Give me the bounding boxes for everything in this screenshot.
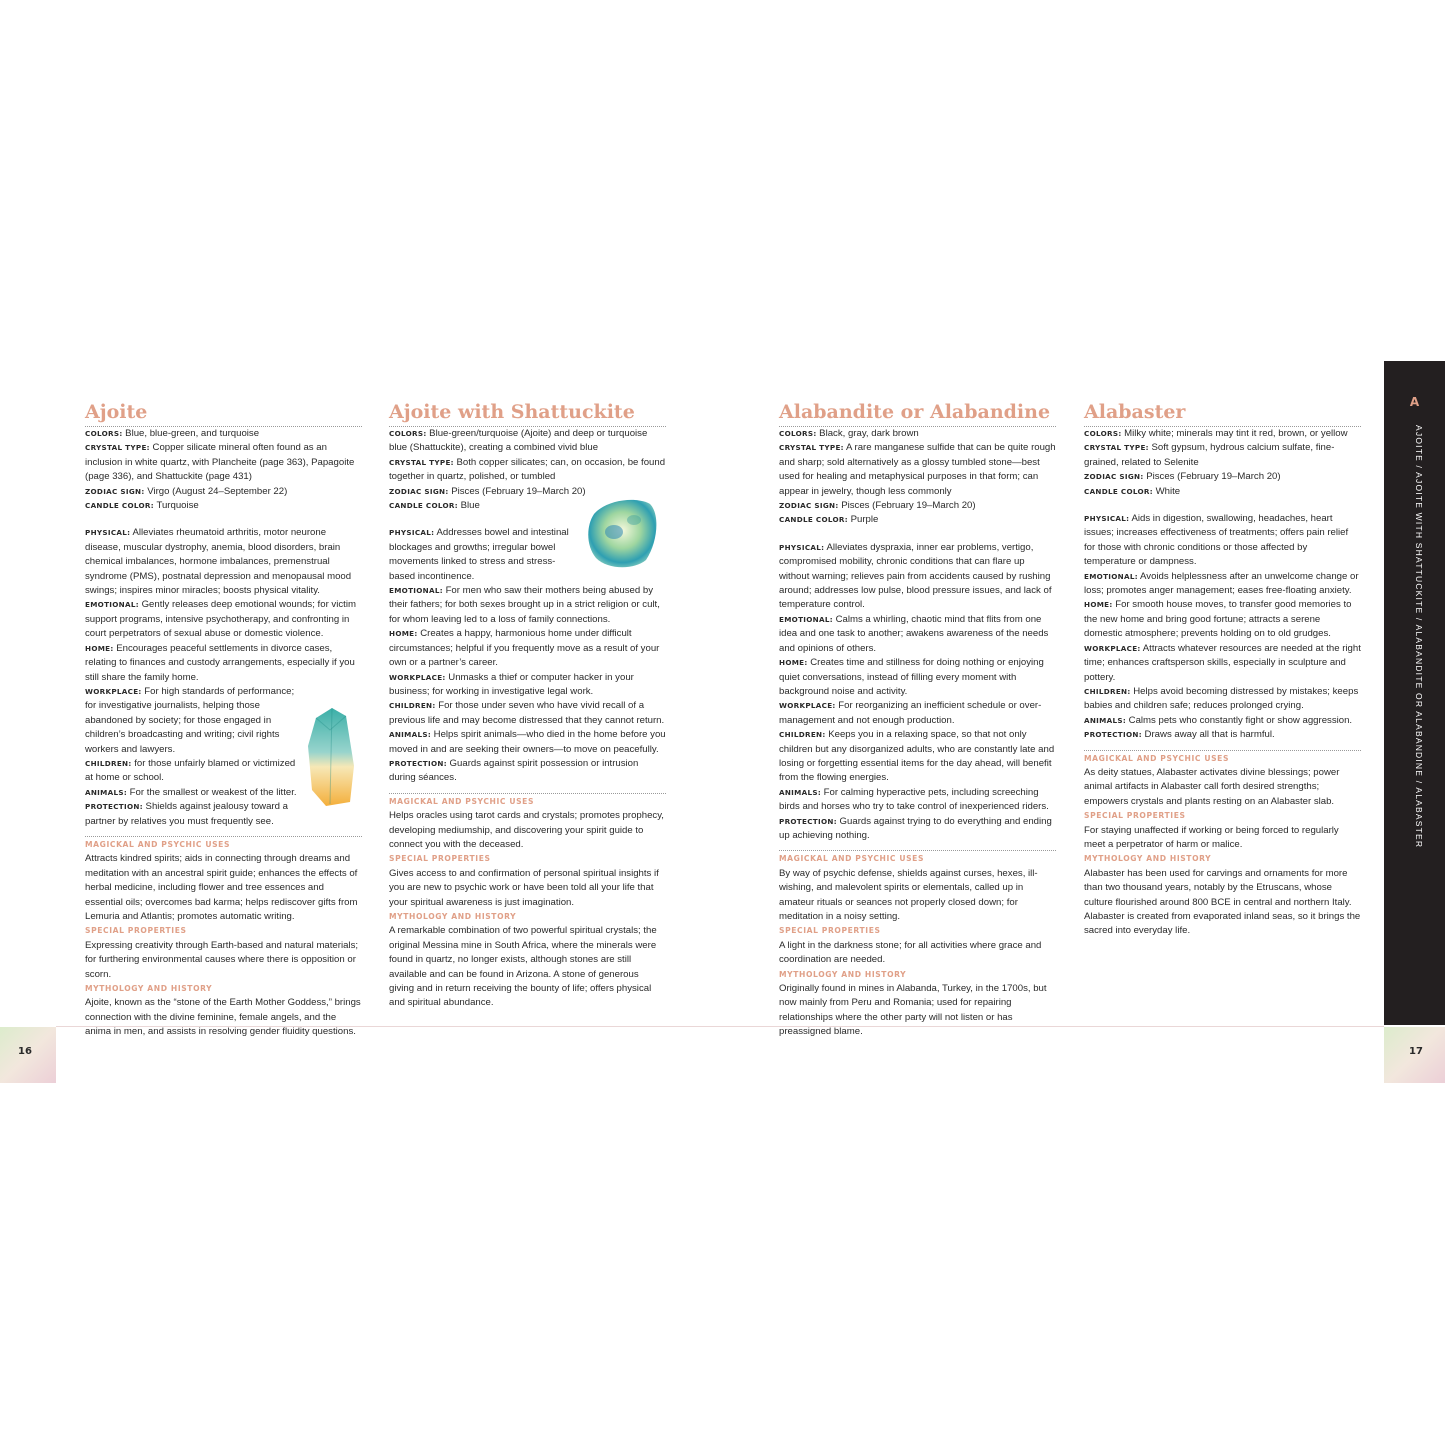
protection-line: PROTECTION: Draws away all that is harmful. — [1084, 729, 1275, 741]
emotional-line: EMOTIONAL: Gently releases deep emotional wounds; for victim support programs, intensive psychotherapy, and confronting in court perpetrators of sexual abuse or domestic violence. — [85, 599, 356, 640]
emotional-line: EMOTIONAL: Avoids helplessness after an unwelcome change or loss; promotes anger management; eases free-floating anxiety. — [1084, 570, 1359, 597]
myth-heading: MYTHOLOGY AND HISTORY — [1084, 854, 1212, 864]
magickal-text: Helps oracles using tarot cards and crystals; promotes prophecy, developing mediumship, and discovering your spirit guide to connect you with the deceased. — [389, 810, 664, 850]
physical-line: PHYSICAL: Alleviates rheumatoid arthritis, motor neurone disease, muscular dystrophy, anemia, blood disorders, brain chemical imbalances, hormone imbalances, premenstrual syndrome (PMS), postnatal depression and menopausal mood swings; inspires minor miracles; boosts physical vitality. — [85, 527, 352, 597]
myth-heading: MYTHOLOGY AND HISTORY — [85, 984, 213, 994]
entry-alabandite — [779, 400, 1056, 1040]
magickal-text: By way of psychic defense, shields against curses, hexes, ill-wishing, and malevolent spirits or elementals, called up in amateur rituals or seances not properly closed down; for meditation in a noisy setting. — [779, 867, 1038, 922]
animals-line: ANIMALS: Calms pets who constantly fight or show aggression. — [1084, 714, 1353, 726]
protection-line: PROTECTION: Guards against trying to do everything and ending up achieving nothing. — [779, 815, 1052, 841]
special-text: Expressing creativity through Earth-based and natural materials; for furthering environmental causes where there is opposition or scorn. — [85, 939, 359, 980]
chapter-sidebar-tab — [1384, 361, 1445, 1025]
section-divider — [779, 850, 1056, 851]
special-heading: SPECIAL PROPERTIES — [389, 854, 491, 864]
candle-line: CANDLE COLOR: Turquoise — [85, 500, 199, 512]
section-divider — [85, 836, 362, 837]
children-line: CHILDREN: Keeps you in a relaxing space, so that not only children but any disorganized adults, who are constantly late and losing or forgetting essential items for the day ahead, will benefit from the flowing energies. — [779, 729, 1055, 784]
magickal-heading: MAGICKAL AND PSYCHIC USES — [779, 854, 925, 864]
children-line: CHILDREN: Helps avoid becoming distressed by mistakes; keeps babies and children safe; reduces prolonged crying. — [1084, 685, 1359, 712]
section-divider — [1084, 750, 1361, 751]
zodiac-line: ZODIAC SIGN: Pisces (February 19–March 20) — [1084, 471, 1281, 483]
zodiac-line: ZODIAC SIGN: Virgo (August 24–September 22) — [85, 485, 288, 497]
entry-title: Alabandite or Alabandine — [779, 400, 1056, 427]
children-line: CHILDREN: for those unfairly blamed or victimized at home or school. — [85, 757, 296, 784]
myth-heading: MYTHOLOGY AND HISTORY — [779, 969, 907, 979]
animals-line: ANIMALS: Helps spirit animals—who died in the home before you moved in and are seeking their owners—to move on peacefully. — [389, 729, 666, 755]
myth-text: Originally found in mines in Alabanda, Turkey, in the 1700s, but now mainly from Peru and Romania; used for repairing relationships where the other party will not listen or has preassigned blame. — [779, 983, 1047, 1038]
physical-line: PHYSICAL: Alleviates dyspraxia, inner ear problems, vertigo, compromised mobility, chronic conditions that can flare up without warning; relieves pain from accidents caused by rushing around; addresses low pulse, blood pressure issues, and lack of temperature control. — [779, 541, 1052, 611]
crystal-type-line: CRYSTAL TYPE: Both copper silicates; can, on occasion, be found together in quartz, polished, or tumbled — [389, 456, 666, 483]
home-line: HOME: Creates a happy, harmonious home under difficult circumstances; helpful if you frequently move as a result of your own or a partner’s career. — [389, 628, 660, 669]
home-line: HOME: Encourages peaceful settlements in divorce cases, relating to finances and custody arrangements, especially if you still share the family home. — [85, 642, 355, 683]
entry-title: Alabaster — [1084, 400, 1361, 427]
entry-ajoite-with-shattuckite — [389, 400, 666, 1011]
magickal-text: As deity statues, Alabaster activates divine blessings; power animal artifacts in Alabaster call forth desired strengths; empowers crystals and plants resting on an Alabaster slab. — [1084, 766, 1340, 807]
children-line: CHILDREN: For those under seven who have vivid recall of a previous life and may become distressed that they cannot return. — [389, 700, 665, 726]
chapter-letter: A — [1409, 395, 1420, 409]
emotional-line: EMOTIONAL: Calms a whirling, chaotic mind that flits from one idea and one task to another; awakens awareness of the needs and opinions of others. — [779, 613, 1049, 654]
protection-line: PROTECTION: Shields against jealousy toward a partner by relatives you must frequently see. — [85, 801, 288, 827]
zodiac-line: ZODIAC SIGN: Pisces (February 19–March 20) — [779, 500, 976, 512]
entry-title: Ajoite with Shattuckite — [389, 400, 666, 427]
colors-line: COLORS: Blue, blue-green, and turquoise — [85, 428, 260, 439]
myth-text: A remarkable combination of two powerful spiritual crystals; the original Messina mine in South Africa, where the minerals were found in quartz, no longer exists, although stones are still available and can be found in Arizona. A stone of generous giving and in return receiving the bounty of life; offers physical and spiritual abundance. — [389, 925, 657, 1009]
magickal-heading: MAGICKAL AND PSYCHIC USES — [389, 796, 535, 806]
magickal-heading: MAGICKAL AND PSYCHIC USES — [85, 839, 231, 849]
ajoite-crystal-illustration — [302, 706, 362, 810]
protection-line: PROTECTION: Guards against spirit possession or intrusion during séances. — [389, 757, 639, 784]
animals-line: ANIMALS: For the smallest or weakest of the litter. — [85, 786, 297, 798]
special-text: Gives access to and confirmation of personal spiritual insights if you are new to psychic work or have been told all your life that your spiritual awareness is just imagination. — [389, 867, 659, 908]
magickal-text: Attracts kindred spirits; aids in connecting through dreams and meditation with an ancestral spirit guide; enhances the effects of herbal medicine, including flower and tree essences and essential oils; overcomes bad karma; helps rediscover gifts from Lemuria and Atlantis; promotes automatic writing. — [85, 853, 358, 922]
emotional-line: EMOTIONAL: For men who saw their mothers being abused by their fathers; for both sexes brought up in a strict religion or cult, for whom leaving led to a loss of family connections. — [389, 585, 660, 625]
home-line: HOME: Creates time and stillness for doing nothing or enjoying quiet conversations, instead of filling every moment with background noise and activity. — [779, 657, 1044, 697]
special-text: For staying unaffected if working or being forced to regularly meet a perpetrator of harm or malice. — [1084, 824, 1339, 850]
shattuckite-stone-illustration — [584, 494, 662, 572]
myth-text: Alabaster has been used for carvings and ornaments for more than two thousand years, notably by the Etruscans, whose culture flourished around 800 BCE in central and northern Italy. Alabaster is created from evaporated inland seas, so it brings the sacred into everyday life. — [1084, 867, 1361, 937]
candle-line: CANDLE COLOR: White — [1084, 485, 1181, 497]
colors-line: COLORS: Blue-green/turquoise (Ajoite) and deep or turquoise blue (Shattuckite), creating a combined vivid blue — [389, 428, 648, 454]
crystal-type-line: CRYSTAL TYPE: Copper silicate mineral often found as an inclusion in white quartz, with Plancheite (page 363), Papagoite (page 336), and Shattuckite (page 431) — [85, 442, 355, 483]
page-number-left: 16 — [18, 1046, 32, 1057]
special-heading: SPECIAL PROPERTIES — [779, 926, 881, 936]
running-header: AJOITE / AJOITE WITH SHATTUCKITE / ALABANDITE OR ALABANDINE / ALABASTER — [1414, 425, 1424, 849]
physical-line: PHYSICAL: Addresses bowel and intestinal blockages and growths; irregular bowel movements linked to stress and stress-based incontinence. — [389, 527, 569, 582]
section-divider — [389, 793, 666, 794]
myth-text: Ajoite, known as the “stone of the Earth Mother Goddess,” brings connection with the divine feminine, female angels, and the anima in men, and assists in resolving gender fluidity questions. — [85, 997, 361, 1038]
colors-line: COLORS: Black, gray, dark brown — [779, 428, 919, 439]
zodiac-line: ZODIAC SIGN: Pisces (February 19–March 20) — [389, 485, 586, 497]
animals-line: ANIMALS: For calming hyperactive pets, including screeching birds and horses who try to take control of inexperienced riders. — [779, 786, 1049, 813]
page-number-right: 17 — [1409, 1046, 1423, 1057]
workplace-line: WORKPLACE: Attracts whatever resources are needed at the right time; enhances craftsperson skills, especially in sculpture and pottery. — [1084, 642, 1361, 683]
workplace-line: WORKPLACE: For high standards of performance; for investigative journalists, helping those abandoned by society; for those engaged in children’s broadcasting and writing; civil rights workers and lawyers. — [85, 685, 295, 755]
home-line: HOME: For smooth house moves, to transfer good memories to the new home and bring good fortune; attracts a serene domestic atmosphere; prevents holding on to old grudges. — [1084, 599, 1352, 640]
colors-line: COLORS: Milky white; minerals may tint it red, brown, or yellow — [1084, 428, 1348, 439]
magickal-heading: MAGICKAL AND PSYCHIC USES — [1084, 753, 1230, 763]
workplace-line: WORKPLACE: For reorganizing an inefficient schedule or over-management and not enough production. — [779, 700, 1042, 726]
candle-line: CANDLE COLOR: Blue — [389, 500, 480, 512]
special-text: A light in the darkness stone; for all activities where grace and coordination are needed. — [779, 939, 1042, 966]
footer-rule — [56, 1026, 1384, 1027]
myth-heading: MYTHOLOGY AND HISTORY — [389, 912, 517, 921]
candle-line: CANDLE COLOR: Purple — [779, 514, 879, 526]
crystal-type-line: CRYSTAL TYPE: Soft gypsum, hydrous calcium sulfate, fine-grained, related to Selenite — [1084, 442, 1335, 468]
physical-line: PHYSICAL: Aids in digestion, swallowing, headaches, heart issues; increases effectiveness of treatments; offers pain relief for those with chronic conditions or those affected by temperature or dampness. — [1084, 513, 1349, 568]
crystal-type-line: CRYSTAL TYPE: A rare manganese sulfide that can be quite rough and sharp; sold alternatively as a glossy tumbled stone—best used for healing and metaphysical purposes in that form; can appear in jewelry, though less commonly — [779, 442, 1056, 497]
special-heading: SPECIAL PROPERTIES — [85, 926, 187, 936]
workplace-line: WORKPLACE: Unmasks a thief or computer hacker in your business; for working in investigative legal work. — [389, 671, 634, 697]
entry-title: Ajoite — [85, 400, 362, 427]
special-heading: SPECIAL PROPERTIES — [1084, 811, 1186, 821]
entry-alabaster — [1084, 400, 1361, 939]
